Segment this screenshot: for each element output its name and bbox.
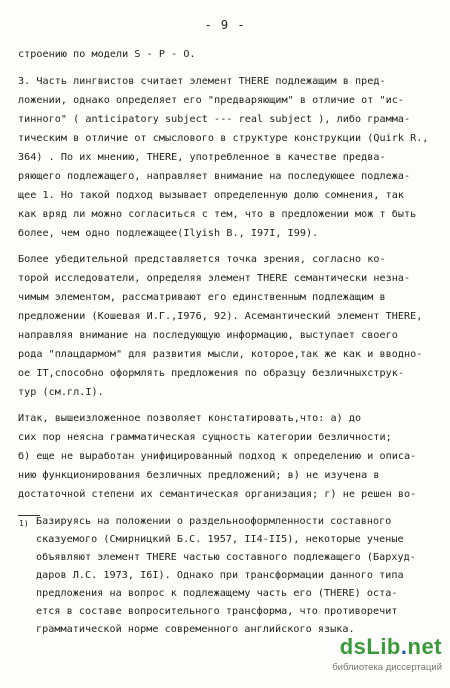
- page-number: - 9 -: [204, 18, 246, 32]
- body-line: ложении, однако определяет его "предваряющим" в отличие от "ис-: [18, 95, 404, 106]
- body-line: тинного" ( anticipatory subject --- real subject ), либо грамма-: [18, 114, 411, 125]
- body-line: нию функционирования безличных предложений; в) не изучена в: [18, 470, 380, 481]
- watermark-brand: dsLib.net: [339, 634, 442, 659]
- footnote-marker: 1): [19, 519, 29, 528]
- body-line: тическим в отличие от смыслового в структуре конструкции (Quirk R.,: [18, 133, 429, 144]
- body-line: 3. Часть лингвистов считает элемент THERE подлежащим в пред-: [18, 76, 386, 87]
- body-line: более, чем одно подлежащее(Ilyish B., I97I, I99).: [18, 228, 319, 239]
- watermark-logo: [324, 634, 442, 678]
- body-line: торой исследователи, определяя элемент THERE семантически незна-: [18, 273, 411, 284]
- body-line: щее 1. Но такой подход вызывает определенную долю сомнения, так: [18, 190, 404, 201]
- footnote-line: предложения на вопрос к подлежащему часть его (THERE) оста-: [36, 588, 398, 599]
- body-line: рода "плацдармом" для развития мысли, которое,так же как и вводно-: [18, 349, 423, 360]
- body-line: чимым элементом, рассматривают его единственным подлежащим в: [18, 292, 386, 303]
- body-line: 364) . По их мнению, THERE, употребленное в качестве предва-: [18, 152, 386, 163]
- footnote-line: даров Л.С. 1973, I6I). Однако при трансформации данного типа: [36, 570, 404, 581]
- body-line: предложении (Кошевая И.Г.,I976, 92). Асемантический элемент THERE,: [18, 311, 423, 322]
- watermark-tagline: библиотека диссертаций: [332, 662, 442, 673]
- body-line: ое IT,способно оформлять предложения по образцу безличныхструк-: [18, 368, 404, 379]
- footnote-line: ется в составе вопросительного трансформа, что противоречит: [36, 606, 398, 617]
- body-line: направляя внимание на последующую информацию, выступает своего: [18, 330, 398, 341]
- body-line: как вряд ли можно согласиться с тем, что в предложении мож т быть: [18, 209, 417, 220]
- body-line: достаточной степени их семантическая организация; г) не решен во-: [18, 489, 417, 500]
- footnote-line: Базируясь на положении о раздельнооформленности составного: [36, 516, 392, 527]
- body-line: тур (см.гл.I).: [18, 387, 104, 398]
- footnote-line: объявляют элемент THERE частью составного подлежащего (Бархуд-: [36, 552, 416, 563]
- body-line: ряющего подлежащего, направляет внимание на последующее подлежа-: [18, 171, 411, 182]
- body-line: строению по модели S - P - O.: [18, 49, 196, 60]
- body-line: сих пор неясна грамматическая сущность категории безличности;: [18, 432, 392, 443]
- body-line: Итак, вышеизложенное позволяет констатировать,что: а) до: [18, 413, 362, 424]
- body-line: Более убедительной представляется точка зрения, согласно ко-: [18, 254, 386, 265]
- footnote-line: грамматической норме современного английского языка.: [36, 624, 355, 635]
- body-line: б) еще не выработан унифицированный подход к определению и описа-: [18, 451, 417, 462]
- footnote-line: сказуемого (Смирницкий Б.С. 1957, II4-II5), некоторые ученые: [36, 534, 404, 545]
